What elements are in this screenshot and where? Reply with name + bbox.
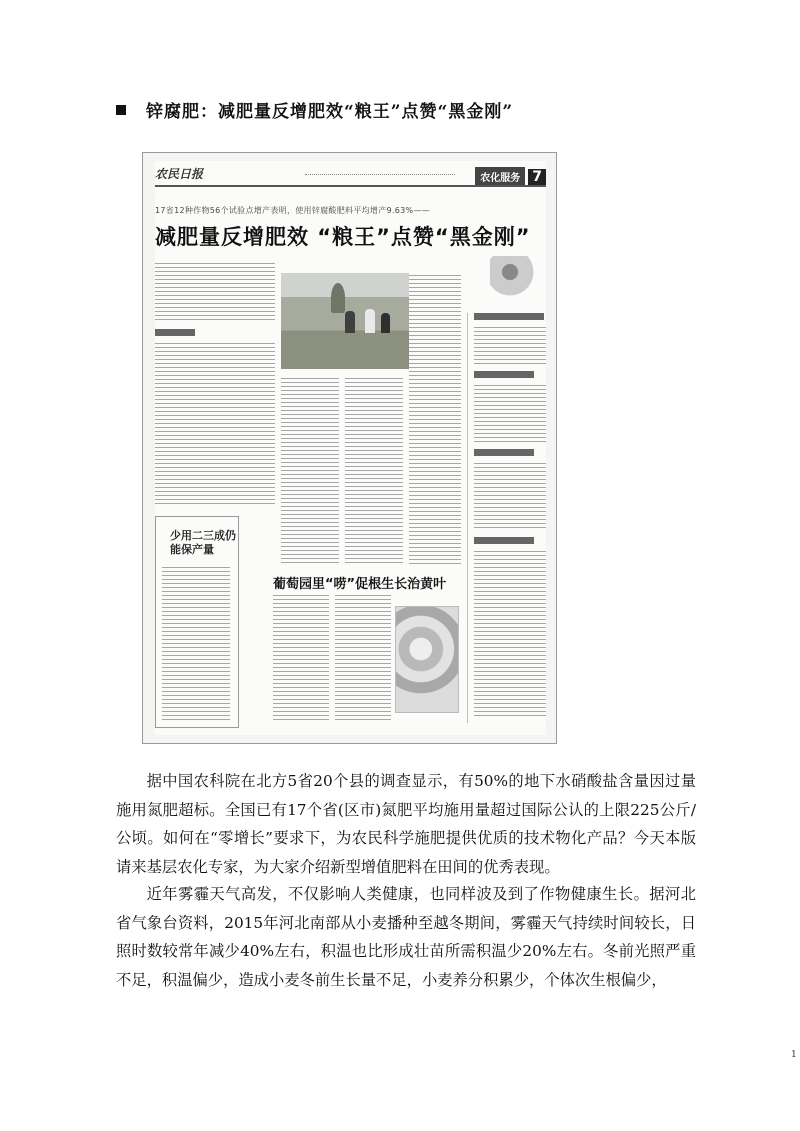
text-column	[155, 261, 275, 321]
heading-text: 锌腐肥：减肥量反增肥效“粮王”点赞“黑金刚”	[146, 102, 514, 122]
photo-person	[345, 311, 355, 333]
page-tag	[475, 167, 546, 186]
text-column	[335, 593, 391, 723]
section2-title: 葡萄园里“唠”促根生长治黄叶	[273, 577, 447, 592]
masthead-dateline	[305, 174, 455, 180]
newspaper-masthead: 农民日报	[155, 167, 204, 181]
text-column	[273, 593, 329, 723]
question-mark-illustration	[490, 256, 540, 296]
text-column	[409, 273, 461, 566]
text-column	[162, 565, 230, 720]
subhead-bar	[474, 537, 534, 544]
text-column	[474, 461, 546, 531]
newspaper-page-number: 7	[528, 169, 546, 185]
text-column	[474, 325, 546, 365]
page-number: 1	[791, 1050, 797, 1060]
grape-leaf-photo	[395, 606, 459, 713]
side-box	[155, 516, 239, 728]
square-bullet-icon	[116, 105, 126, 115]
text-column	[474, 383, 546, 443]
newspaper-scan	[142, 152, 557, 744]
photo-person	[365, 309, 375, 333]
side-box-title: 少用二三成仍能保产量	[170, 529, 236, 556]
newspaper-headline: 减肥量反增肥效 “粮王”点赞“黑金刚”	[155, 225, 531, 249]
article-heading	[116, 97, 513, 122]
masthead-rule	[155, 185, 546, 187]
section-label: 农化服务	[475, 167, 525, 186]
text-column	[474, 549, 546, 719]
text-column	[155, 341, 275, 506]
subhead-bar	[474, 371, 534, 378]
field-photo	[281, 273, 409, 369]
subhead-bar	[474, 449, 534, 456]
body-paragraph-1: 据中国农科院在北方5省20个县的调查显示，有50%的地下水硝酸盐含量因过量施用氮肥超标。全国已有17个省(区市)氮肥平均施用量超过国际公认的上限225公斤/公顷。如何在“零增长”要求下，为农民科学施肥提供优质的技术物化产品？今天本版请来基层农化专家，为大家介绍新型增值肥料在田间的优秀表现。	[116, 772, 696, 876]
newspaper-kicker: 17省12种作物56个试验点增产表明，使用锌腐酸肥料平均增产9.63%——	[155, 206, 431, 215]
photo-person	[381, 313, 390, 333]
subhead-bar	[155, 329, 195, 336]
text-column	[345, 376, 403, 566]
subhead-bar	[474, 313, 544, 320]
photo-tree	[331, 283, 345, 313]
side-column	[467, 313, 549, 723]
text-column	[281, 376, 339, 566]
body-paragraph-2: 近年雾霾天气高发，不仅影响人类健康，也同样波及到了作物健康生长。据河北省气象台资料，2015年河北南部从小麦播种至越冬期间，雾霾天气持续时间较长，日照时数较常年减少40%左右，积温也比形成壮苗所需积温少20%左右。冬前光照严重不足，积温偏少，造成小麦冬前生长量不足，小麦养分积累少，个体次生根偏少，	[116, 885, 696, 989]
